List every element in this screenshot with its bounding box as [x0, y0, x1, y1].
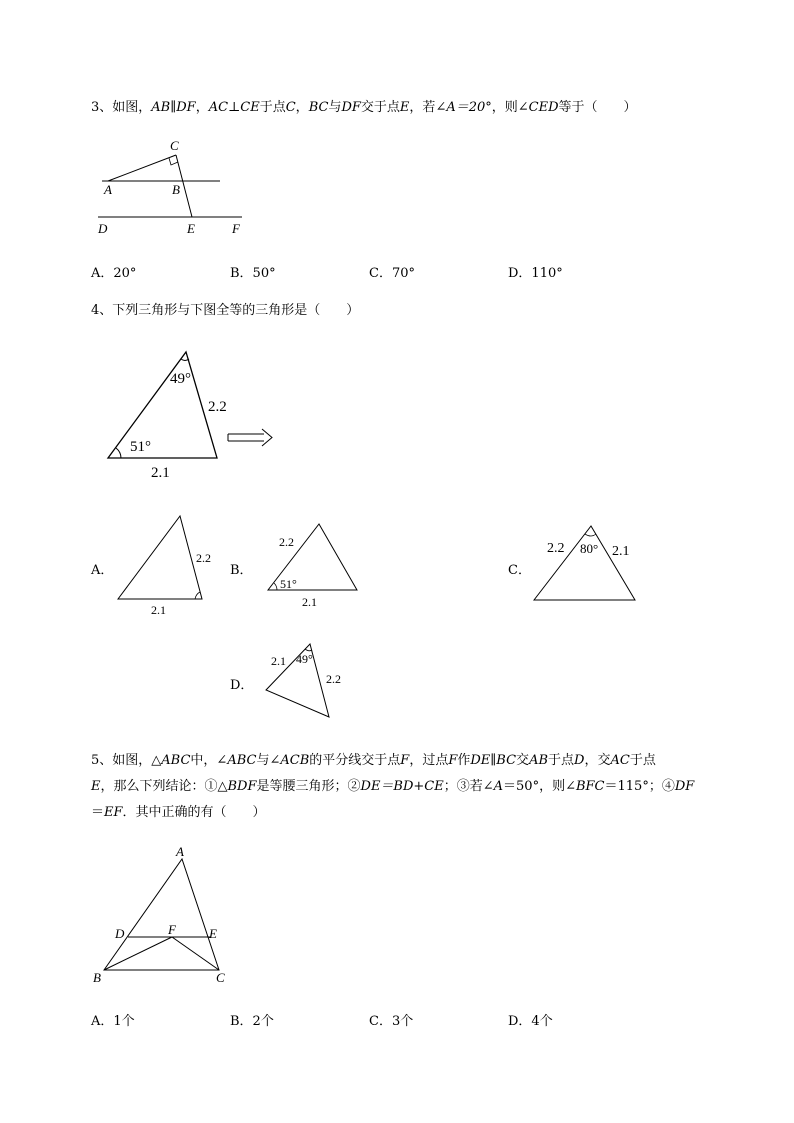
- q3-number: 3、: [91, 100, 113, 115]
- q5-math: BFC: [575, 779, 605, 794]
- q5-math: AB: [529, 753, 549, 768]
- q3-segment-ac: [108, 155, 176, 181]
- q3-text-3: 于点: [259, 100, 286, 115]
- q5-math: A: [493, 779, 504, 794]
- q3-label-a: A: [104, 182, 112, 197]
- q5-math: F: [400, 753, 410, 768]
- q3-option-b[interactable]: B．50°: [230, 266, 276, 281]
- q5-text: 于点: [548, 753, 575, 768]
- q4-option-d-side-left: 2.1: [271, 654, 286, 668]
- q4-option-a-shape: [118, 516, 202, 599]
- q5-text: 中，∠: [190, 753, 228, 768]
- q4-main-side-right: 2.2: [208, 399, 227, 415]
- q4-main-side-bottom: 2.1: [151, 465, 170, 481]
- q5-text: ．其中正确的有（ ）: [122, 805, 266, 820]
- q4-option-a-side-bottom: 2.1: [151, 603, 166, 617]
- q5-segment-bf: [104, 937, 172, 970]
- q5-text: 是等腰三角形；②: [256, 779, 361, 794]
- q4-main-angle-top-arc: [181, 359, 189, 361]
- q3-math-4: BC: [308, 100, 329, 115]
- q4-option-b-side-left: 2.2: [279, 535, 294, 549]
- q5-label-a: A: [176, 844, 184, 859]
- q5-text: ，交: [584, 753, 611, 768]
- q5-math: E: [91, 779, 101, 794]
- q5-text: 5、如图，△: [91, 753, 162, 768]
- q5-text: ，过点: [409, 753, 449, 768]
- q3-text-9: 等于（ ）: [558, 100, 637, 115]
- double-arrow-icon: [228, 429, 272, 446]
- q5-text: ；③若∠: [443, 779, 494, 794]
- q3-option-d[interactable]: D．110°: [508, 266, 563, 281]
- q3-text-4: ，: [295, 100, 309, 115]
- q5-text: 与∠: [256, 753, 281, 768]
- q4-option-d-triangle[interactable]: [260, 636, 360, 726]
- q4-option-d-side-right: 2.2: [326, 672, 341, 686]
- q5-line-3: [91, 800, 731, 826]
- q5-text: ＝115°；④: [604, 779, 675, 794]
- q5-text: ＝50°，则∠: [503, 779, 576, 794]
- q3-math-5: DF: [341, 100, 361, 115]
- q5-text: 作: [457, 753, 471, 768]
- q5-math: EF: [104, 805, 123, 820]
- q3-text-7: ，若: [409, 100, 436, 115]
- q3-option-a[interactable]: A．20°: [91, 266, 137, 281]
- q3-math-8: ∠CED: [517, 100, 559, 115]
- q5-segment-cf: [172, 937, 219, 970]
- question-5-text: [91, 748, 731, 826]
- q5-option-c[interactable]: C．3个: [369, 1014, 414, 1029]
- q4-main-triangle: [100, 345, 290, 485]
- q4-option-b-letter[interactable]: B．: [230, 563, 253, 578]
- q4-option-b-triangle[interactable]: [262, 518, 372, 613]
- q3-label-b: B: [172, 182, 180, 197]
- q5-math: DE＝BD+CE: [360, 779, 444, 794]
- q3-text-6: 交于点: [360, 100, 400, 115]
- q5-text: 交: [516, 753, 530, 768]
- q5-math: DE∥BC: [470, 753, 517, 768]
- q4-option-a-triangle[interactable]: [110, 510, 220, 620]
- q5-math: AC: [610, 753, 630, 768]
- q3-text-1: 如图，: [112, 100, 152, 115]
- q5-math: ABC: [227, 753, 257, 768]
- q4-option-d-letter[interactable]: D．: [230, 678, 254, 693]
- q4-option-b-angle-arc: [274, 583, 277, 590]
- q5-text: ＝: [91, 805, 105, 820]
- q5-label-b: B: [93, 970, 101, 985]
- q5-label-f: F: [168, 922, 176, 937]
- q3-label-f: F: [232, 221, 240, 236]
- q5-text: ，那么下列结论：①△: [100, 779, 228, 794]
- q4-option-c-angle: 80°: [580, 541, 599, 556]
- q3-label-c: C: [170, 138, 179, 153]
- q5-text: 于点: [629, 753, 656, 768]
- q3-math-1: AB∥DF: [151, 100, 196, 115]
- q4-main-triangle-shape: [108, 352, 217, 458]
- q3-math-7: ∠A＝20°: [435, 100, 492, 115]
- q3-option-c[interactable]: C．70°: [369, 266, 415, 281]
- q5-label-d: D: [115, 926, 125, 941]
- q3-text-5: 与: [328, 100, 342, 115]
- q4-option-c-shape: [534, 526, 635, 600]
- q4-main-angle-left-arc: [116, 448, 121, 458]
- q4-option-c-triangle[interactable]: [528, 520, 648, 610]
- q5-line-1: [91, 748, 731, 774]
- q3-math-2: AC⊥CE: [208, 100, 260, 115]
- question-3-text: [91, 95, 637, 121]
- q5-math: ACB: [280, 753, 310, 768]
- q5-text: 的平分线交于点: [309, 753, 401, 768]
- q5-option-b[interactable]: B．2个: [230, 1014, 274, 1029]
- q4-option-c-side-left: 2.2: [547, 541, 565, 556]
- q5-figure: [88, 840, 238, 990]
- q4-option-b-angle: 51°: [280, 577, 297, 591]
- q3-label-e: E: [187, 221, 195, 236]
- q5-label-c: C: [216, 970, 225, 985]
- q5-label-e: E: [209, 926, 217, 941]
- question-4-text: 4、下列三角形与下图全等的三角形是（ ）: [91, 303, 360, 318]
- q3-text-8: ，则: [491, 100, 518, 115]
- q5-option-a[interactable]: A．1个: [91, 1014, 135, 1029]
- q4-option-b-side-bottom: 2.1: [302, 595, 317, 609]
- q5-math: BDF: [227, 779, 257, 794]
- q4-option-d-angle: 49°: [296, 652, 313, 666]
- q5-math: DF: [674, 779, 695, 794]
- q4-option-a-letter[interactable]: A．: [91, 563, 114, 578]
- q4-main-angle-left: 51°: [130, 439, 151, 455]
- q5-math: F: [448, 753, 458, 768]
- q4-option-c-angle-arc: [585, 534, 596, 536]
- q4-main-angle-top: 49°: [170, 371, 191, 387]
- q3-text-2: ，: [195, 100, 209, 115]
- q3-math-3: C: [285, 100, 296, 115]
- q5-math: D: [574, 753, 585, 768]
- q3-figure: [90, 135, 260, 240]
- q4-option-c-side-right: 2.1: [612, 544, 630, 559]
- q5-line-2: [91, 774, 731, 800]
- q5-option-d[interactable]: D．4个: [508, 1014, 553, 1029]
- q5-math: ABC: [161, 753, 191, 768]
- q5-triangle-abc: [104, 859, 219, 970]
- q4-option-a-side-right: 2.2: [196, 551, 211, 565]
- q3-math-6: E: [399, 100, 410, 115]
- q4-option-c-letter[interactable]: C．: [508, 563, 531, 578]
- q4-option-a-angle-arc: [195, 592, 200, 599]
- q3-label-d: D: [98, 221, 108, 236]
